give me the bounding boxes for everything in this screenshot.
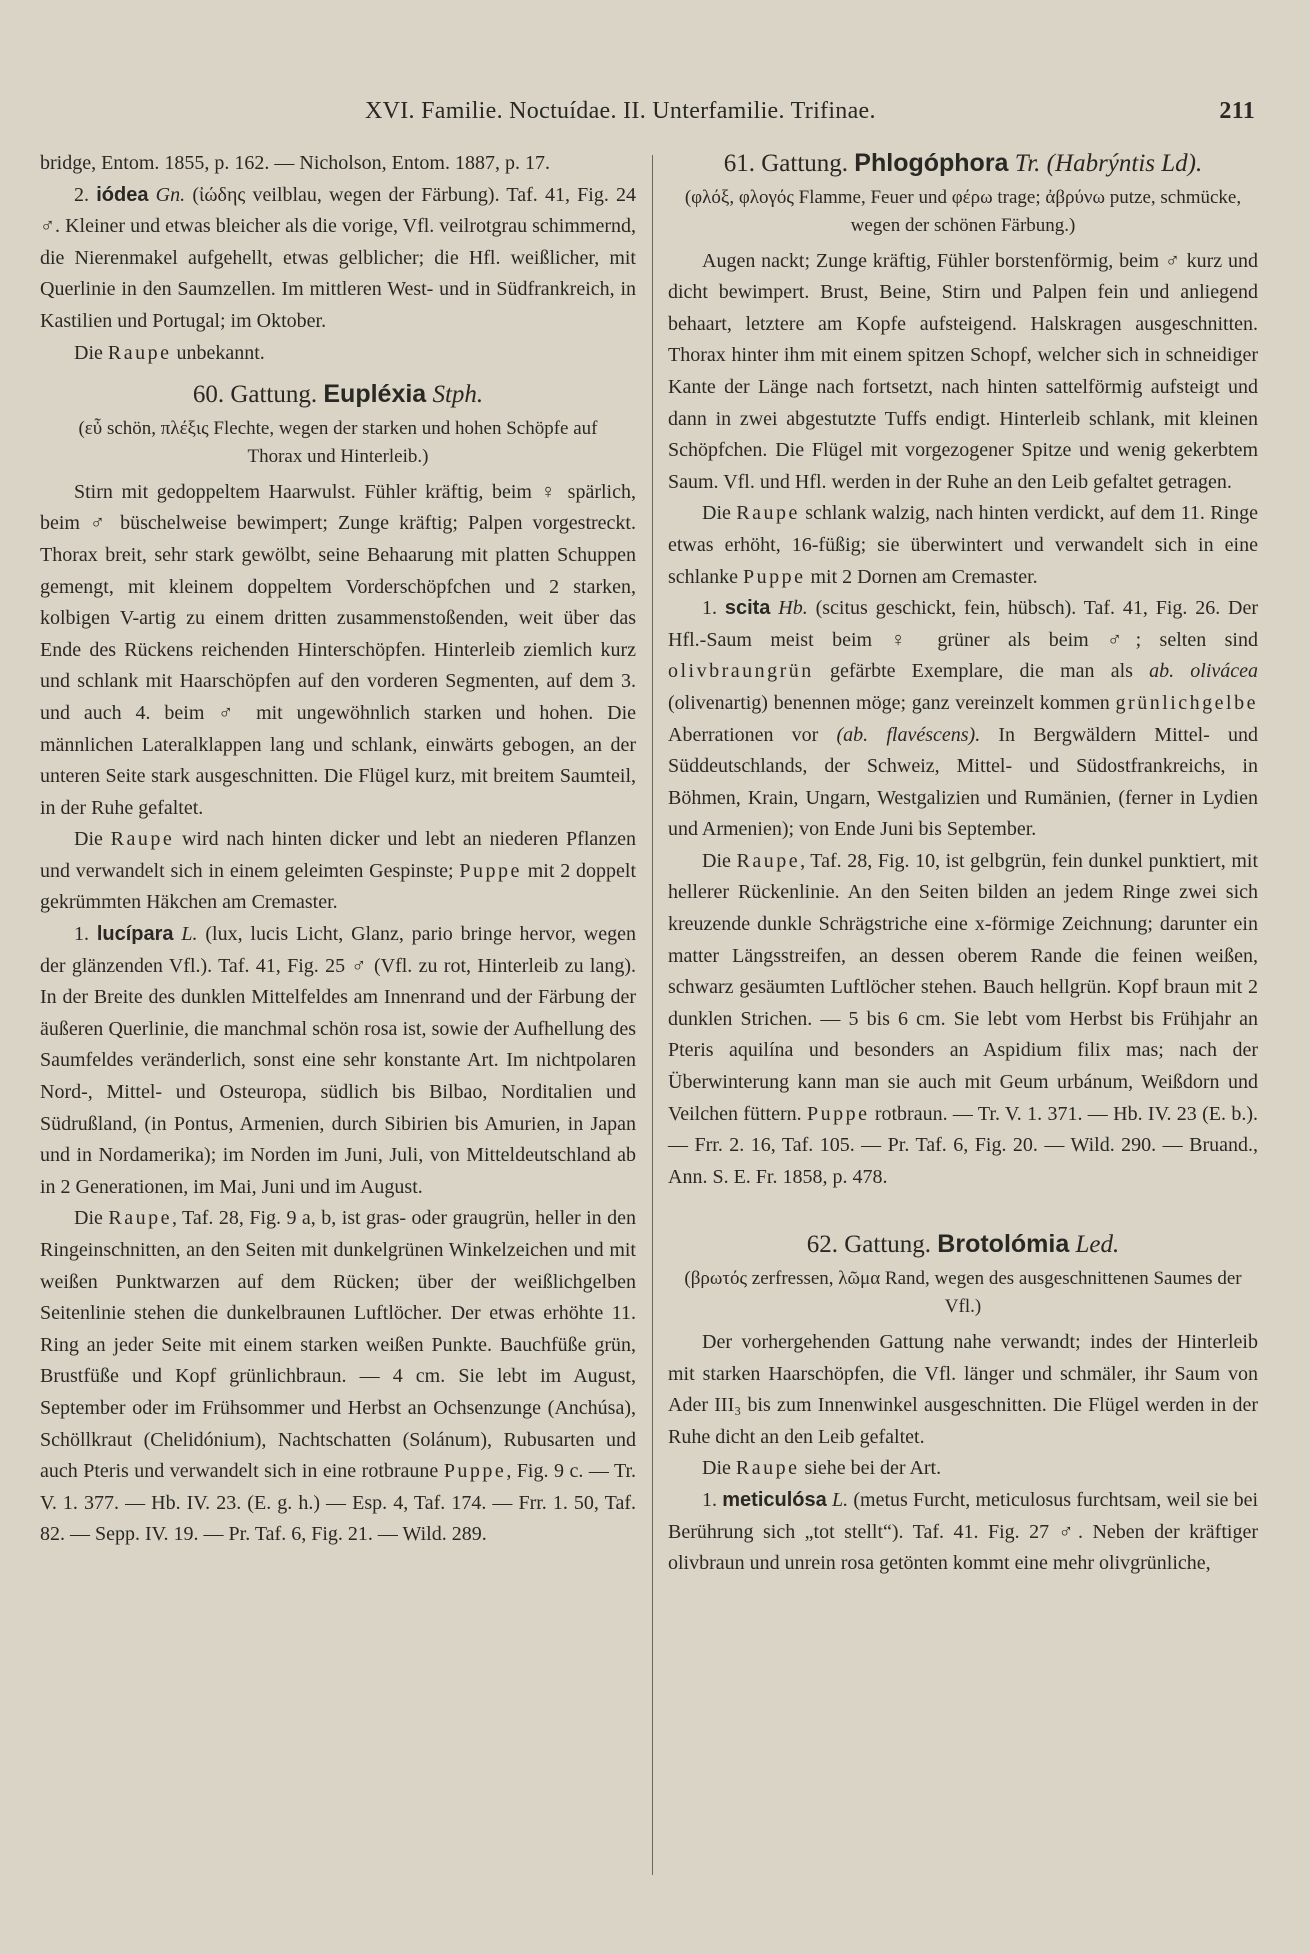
paragraph: Die Raupe, Taf. 28, Fig. 9 a, b, ist gras- oder graugrün, heller in den Ringeinschnitten, an den Seiten mit dunkelgrünen Winkelzeichen und mit weißen Punktwarzen auf dem Rücken; über der weißlichgelben Seitenlinie stehen die dunkelbraunen Luftlöcher. Der etwas erhöhte 11. Ring an jeder Seite mit einem starken weißen Punkte. Bauchfüße grün, Brustfüße und Kopf grünlichbraun. — 4 cm. Sie lebt im August, September oder im Frühsommer und Herbst an Ochsenzunge (Anchúsa), Schöllkraut (Chelidónium), Nachtschatten (Solánum), Rubusarten und auch Pteris und verwandelt sich in eine rotbraune Puppe, Fig. 9 c. — Tr. V. 1. 377. — Hb. IV. 23. (E. g. h.) — Esp. 4, Taf. 174. — Frr. 1. 50, Taf. 82. — Sepp. IV. 19. — Pr. Taf. 6, Fig. 21. — Wild. 289.	[40, 1207, 637, 1546]
genus-heading: 62. Gattung. Brotolómia Led.	[806, 1230, 1120, 1259]
running-head	[365, 98, 1255, 125]
paragraph: Stirn mit gedoppeltem Haarwulst. Fühler kräftig, beim ♀ spärlich, beim ♂ büschelweise bewimpert; Zunge kräftig; Palpen vorgestreckt. Thorax breit, sehr stark gewölbt, seine Behaarung mit platten Schuppen gemengt, mit kleinem doppeltem Vorderschöpfchen und 2 starken, kolbigen V-artig zu einem dritten zusammenstoßenden, weit über das Ende des Rückens reichenden Hinterschöpfen. Hinterleib ziemlich kurz und schlank mit Haarschöpfen auf den vorderen Segmenten, auf dem 3. und auch 4. beim ♂ mit ungewöhnlich starken und hohen. Die männlichen Lateralklappen lang und schlank, einwärts gebogen, an der unteren Seite stark ausgeschnitten. Die Flügel kurz, mit breitem Saumteil, in der Ruhe gefaltet.	[40, 480, 636, 819]
etymology: (εὖ schön, πλέξις Flechte, wegen der starken und hohen Schöpfe auf Thorax und Hinterleib.)	[78, 417, 598, 467]
species-entry: 1. scita Hb. (scitus geschickt, fein, hübsch). Taf. 41, Fig. 26. Der Hfl.-Saum meist beim ♀ grüner als beim ♂; selten sind olivbraungrün gefärbte Exemplare, die man als ab. olivácea (olivenartig) benennen möge; ganz vereinzelt kommen grünlichgelbe Aberrationen vor (ab. flavéscens). In Bergwäldern Mittel- und Süddeutschlands, der Schweiz, Mittel- und Südostfrankreichs, in Böhmen, Krain, Ungarn, Westgalizien und Rumänien, (ferner in Lydien und Armenien); von Ende Juni bis September.	[668, 597, 1259, 841]
paragraph: bridge, Entom. 1855, p. 162. — Nicholson, Entom. 1887, p. 17.	[40, 152, 550, 174]
paragraph: Die Raupe schlank walzig, nach hinten verdickt, auf dem 11. Ringe etwas erhöht, 16-füßig; sie überwintert und verwandelt sich in eine schlanke Puppe mit 2 Dornen am Cremaster.	[668, 502, 1259, 588]
species-entry: 1. meticulósa L. (metus Furcht, meticulosus furchtsam, weil sie bei Berührung sich „tot stellt“). Taf. 41. Fig. 27 ♂. Neben der kräftiger olivbraun und unrein rosa getönten kommt eine mehr olivgrünliche,	[668, 1488, 1259, 1575]
running-head-text: XVI. Familie. Noctuídae. II. Unterfamilie. Trifinae.	[365, 98, 876, 124]
paragraph: Die Raupe siehe bei der Art.	[702, 1457, 942, 1480]
spacer	[668, 1193, 1258, 1219]
paragraph: Augen nackt; Zunge kräftig, Fühler borstenförmig, beim ♂ kurz und dicht bewimpert. Brust, Beine, Stirn und Palpen fein und anliegend behaart, letztere am Kopfe aufsteigend. Halskragen ausgeschnitten. Thorax hinter ihm mit einem spitzen Schopf, welcher sich in schneidiger Kante der Länge nach fortsetzt, nach hinten sattelförmig aufsteigt und dann in zwei abgestutzte Tuffs endigt. Hinterleib schlank, mit kleinen Schöpfchen. Die Flügel mit vorgezogener Spitze und wenig gekerbtem Saum. Vfl. und Hfl. werden in der Ruhe an den Leib gefaltet getragen.	[668, 249, 1258, 493]
left-column	[40, 148, 636, 1551]
species-entry: 2. iódea Gn. (ἰώδης veilblau, wegen der Färbung). Taf. 41, Fig. 24 ♂. Kleiner und etwas bleicher als die vorige, Vfl. veilrotgrau schimmernd, die Nierenmakel aufgehellt, etwas gelblicher; die Hfl. weißlicher, mit Querlinie in den Saumzellen. Im mittleren West- und in Südfrankreich, in Kastilien und Portugal; im Oktober.	[40, 183, 637, 332]
genus-heading: 61. Gattung. Phlogóphora Tr. (Habrýntis Ld).	[723, 149, 1203, 177]
paragraph: Die Raupe unbekannt.	[74, 341, 265, 364]
genus-name: Eupléxia	[323, 380, 427, 409]
genus-name: Brotolómia	[937, 1230, 1070, 1259]
etymology: (φλόξ, φλογός Flamme, Feuer und φέρω trage; ἀβρύνω putze, schmücke, wegen der schönen Färbung.)	[684, 186, 1242, 236]
paragraph: Der vorhergehenden Gattung nahe verwandt; indes der Hinterleib mit starken Haarschöpfen, die Vfl. länger und schmäler, ihr Saum von Ader III₃ bis zum Innenwinkel ausgeschnitten. Die Flügel werden in der Ruhe dicht an den Leib gefaltet.	[668, 1331, 1258, 1448]
etymology: (βρωτός zerfressen, λῶμα Rand, wegen des ausgeschnittenen Saumes der Vfl.)	[684, 1268, 1242, 1317]
genus-heading: 60. Gattung. Eupléxia Stph.	[192, 380, 484, 409]
column-divider	[652, 155, 653, 1875]
paragraph: Die Raupe, Taf. 28, Fig. 10, ist gelbgrün, fein dunkel punktiert, mit hellerer Rückenlinie. An den Seiten bilden an jedem Ringe zwei sich kreuzende dunkle Schrägstriche eine x-förmige Zeichnung; darunter ein matter Längsstreifen, an dessen oberem Rande die feinen weißen, schwarz gesäumten Luftlöcher stehen. Bauch hellgrün. Kopf braun mit 2 dunklen Strichen. — 5 bis 6 cm. Sie lebt vom Herbst bis Frühjahr an Pteris aquilína und besonders an Aspidium filix mas; nach der Überwinterung kann man sie auch mit Geum urbánum, Weißdorn und Veilchen füttern. Puppe rotbraun. — Tr. V. 1. 371. — Hb. IV. 23 (E. b.). — Frr. 2. 16, Taf. 105. — Pr. Taf. 6, Fig. 20. — Wild. 290. — Bruand., Ann. S. E. Fr. 1858, p. 478.	[668, 849, 1259, 1188]
genus-name: Phlogóphora	[854, 149, 1009, 177]
page-number: 211	[1219, 98, 1255, 124]
species-name: scita	[724, 597, 771, 620]
species-name: meticulósa	[722, 1488, 827, 1511]
species-name: iódea	[96, 183, 149, 206]
species-name: lucípara	[96, 923, 174, 946]
species-entry: 1. lucípara L. (lux, lucis Licht, Glanz, pario bringe hervor, wegen der glänzenden Vfl.). Taf. 41, Fig. 25 ♂ (Vfl. zu rot, Hinterleib zu lang). In der Breite des dunklen Mittelfeldes am Innenrand und der Färbung der äußeren Querlinie, die manchmal schön rosa ist, sowie der Aufhellung des Saumfeldes veränderlich, sonst eine sehr konstante Art. Im nichtpolaren Nord-, Mittel- und Osteuropa, südlich bis Bilbao, Norditalien und Südrußland, (in Pontus, Armenien, durch Sibirien bis Amurien, in Japan und in Nordamerika); im Norden im Juni, Juli, von Mitteldeutschland ab in 2 Generationen, im Mai, Juni und im August.	[40, 923, 636, 1198]
right-column	[668, 148, 1258, 1580]
paragraph: Die Raupe wird nach hinten dicker und lebt an niederen Pflanzen und verwandelt sich in einem geleimten Gespinste; Puppe mit 2 doppelt gekrümmten Häkchen am Cremaster.	[40, 828, 637, 914]
